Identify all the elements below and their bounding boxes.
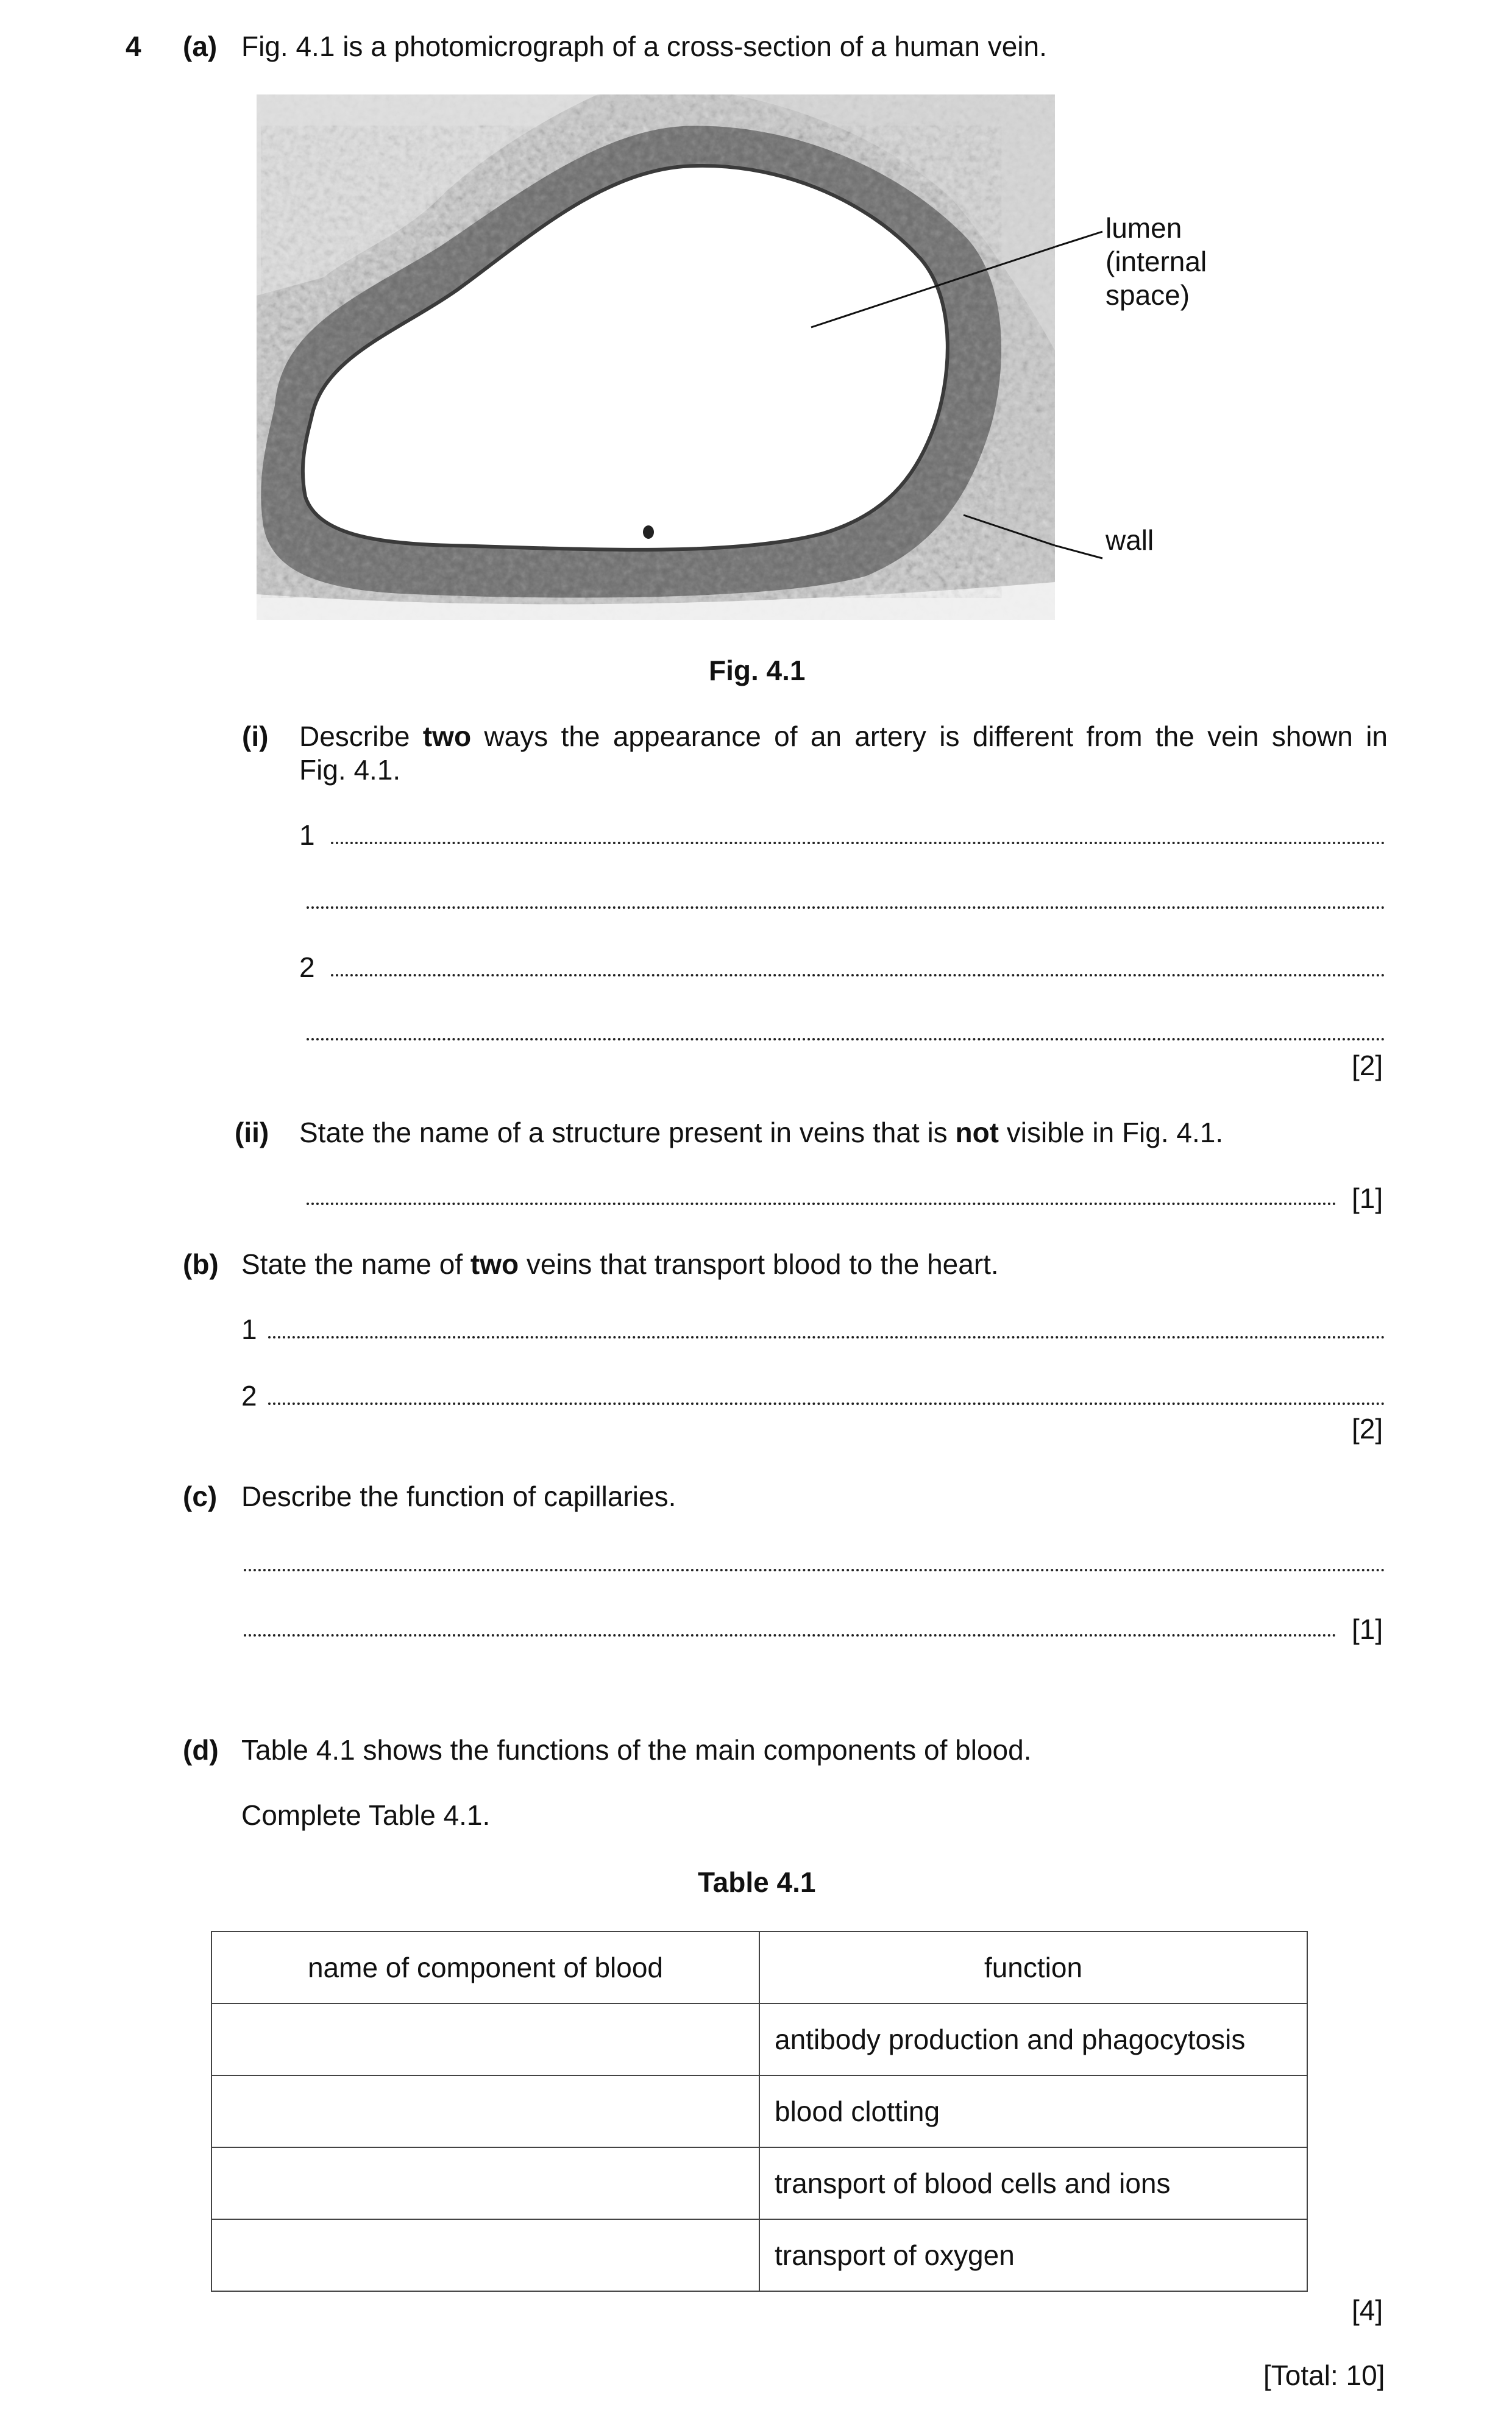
figure-caption: Fig. 4.1 [709,655,806,686]
vein-photomicrograph [257,94,1055,620]
table-row [211,2147,1307,2219]
part-b-text-bold: two [470,1248,519,1280]
answer-line-ai-2a[interactable] [331,974,1385,976]
label-lumen-space: space) [1106,279,1190,311]
part-ai-label: (i) [242,720,269,752]
label-wall: wall [1106,524,1154,556]
component-name-cell[interactable] [211,2075,759,2147]
part-ai-text-1: Describe [299,720,423,752]
part-d-text: Table 4.1 shows the functions of the main components of blood. [241,1734,1032,1766]
answer-line-c-2[interactable] [244,1634,1336,1637]
part-aii-text-2: visible in Fig. 4.1. [998,1117,1224,1148]
part-a-label: (a) [183,30,218,62]
label-lumen: lumen [1106,212,1182,244]
marks-ai: [2] [1352,1050,1383,1081]
part-ai-text-2: ways the appearance of an artery is different from the vein shown in [471,720,1388,752]
part-b-line1-num: 1 [241,1314,257,1345]
part-c-label: (c) [183,1481,218,1512]
part-a-intro: Fig. 4.1 is a photomicrograph of a cross-section of a human vein. [241,30,1047,62]
part-aii-text-1: State the name of a structure present in veins that is [299,1117,956,1148]
part-b-line2-num: 2 [241,1380,257,1412]
answer-line-ai-2b[interactable] [307,1038,1385,1040]
figure-annotation-leaders [1055,219,1104,561]
part-ai-text-bold: two [422,720,472,752]
part-ai-line1-num: 1 [299,819,315,851]
function-cell: transport of oxygen [759,2219,1307,2291]
part-aii-text [299,1115,1223,1150]
function-cell: antibody production and phagocytosis [759,2003,1307,2075]
part-b-text-1: State the name of [241,1248,470,1280]
part-b-text [241,1247,999,1281]
label-lumen-internal: (internal [1106,246,1207,277]
table-row [211,2075,1307,2147]
blood-components-table [211,1931,1308,2292]
marks-c: [1] [1352,1613,1383,1645]
question-number: 4 [126,30,141,62]
part-d-label: (d) [183,1734,219,1766]
answer-line-b-1[interactable] [268,1336,1385,1338]
part-aii-text-bold: not [955,1117,999,1148]
marks-aii: [1] [1352,1182,1383,1214]
part-ai-text [299,719,1388,753]
marks-b: [2] [1352,1413,1383,1445]
component-name-cell[interactable] [211,2003,759,2075]
component-name-cell[interactable] [211,2219,759,2291]
answer-line-aii[interactable] [307,1203,1336,1205]
answer-line-ai-1a[interactable] [331,842,1385,844]
header-function: function [759,1932,1307,2003]
table-header-row [211,1932,1307,2003]
function-cell: transport of blood cells and ions [759,2147,1307,2219]
component-name-cell[interactable] [211,2147,759,2219]
part-b-text-2: veins that transport blood to the heart. [519,1248,999,1280]
part-d-instruction: Complete Table 4.1. [241,1799,491,1831]
part-aii-label: (ii) [235,1117,269,1148]
table-title: Table 4.1 [698,1866,816,1898]
answer-line-c-1[interactable] [244,1569,1385,1571]
total-marks: [Total: 10] [1263,2359,1385,2391]
table-row [211,2219,1307,2291]
part-ai-line2-num: 2 [299,951,315,983]
part-b-label: (b) [183,1248,219,1280]
answer-line-ai-1b[interactable] [307,906,1385,909]
answer-line-b-2[interactable] [268,1402,1385,1405]
part-ai-text-cont: Fig. 4.1. [299,754,401,786]
function-cell: blood clotting [759,2075,1307,2147]
table-row [211,2003,1307,2075]
part-c-text: Describe the function of capillaries. [241,1481,676,1512]
header-name: name of component of blood [211,1932,759,2003]
marks-d: [4] [1352,2294,1383,2326]
